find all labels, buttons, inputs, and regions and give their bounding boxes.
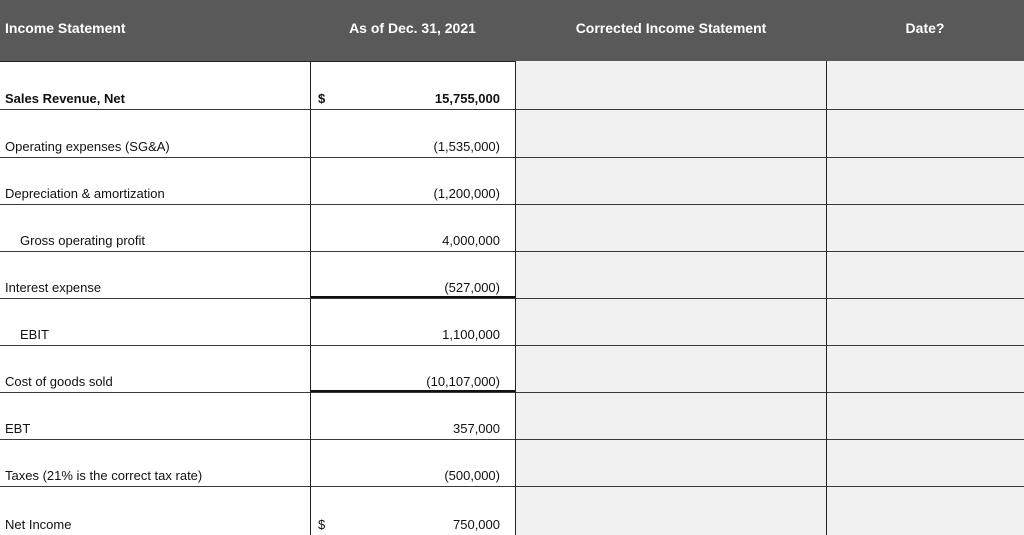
table-row[interactable] — [0, 110, 1024, 158]
header-as-of[interactable]: As of Dec. 31, 2021 — [349, 20, 476, 36]
header-income-statement[interactable]: Income Statement — [5, 20, 126, 36]
row-value: 357,000 — [453, 421, 500, 436]
table-row[interactable] — [0, 62, 1024, 110]
table-row[interactable] — [0, 298, 1024, 346]
row-value: 750,000 — [453, 517, 500, 532]
table-row[interactable] — [0, 251, 1024, 299]
row-label: EBIT — [20, 327, 49, 342]
row-value: 15,755,000 — [434, 91, 500, 106]
row-value: (1,535,000) — [433, 139, 500, 154]
header-corrected-income-statement[interactable]: Corrected Income Statement — [575, 20, 767, 36]
header-row — [0, 0, 1024, 62]
currency-symbol: $ — [318, 517, 326, 532]
row-label: Depreciation & amortization — [5, 186, 165, 201]
row-value: (10,107,000) — [426, 374, 500, 389]
row-value: 1,100,000 — [442, 327, 500, 342]
row-label: Cost of goods sold — [5, 374, 113, 389]
header-date[interactable]: Date? — [905, 20, 945, 36]
row-label: Gross operating profit — [20, 233, 146, 248]
row-value: (500,000) — [444, 468, 500, 483]
currency-symbol: $ — [318, 91, 326, 106]
row-label: EBT — [5, 421, 31, 436]
row-value: 4,000,000 — [442, 233, 500, 248]
row-label: Operating expenses (SG&A) — [5, 139, 170, 154]
row-value: (527,000) — [444, 280, 500, 295]
table-row[interactable] — [0, 486, 1024, 535]
column-divider — [310, 61, 311, 535]
table-row[interactable] — [0, 439, 1024, 487]
row-label: Sales Revenue, Net — [5, 91, 125, 106]
row-label: Interest expense — [5, 280, 102, 295]
table-row[interactable] — [0, 345, 1024, 393]
row-label: Taxes (21% is the correct tax rate) — [5, 468, 203, 483]
column-divider — [515, 61, 516, 535]
row-label: Net Income — [5, 517, 72, 532]
table-row[interactable] — [0, 157, 1024, 205]
table-row[interactable] — [0, 204, 1024, 252]
table-row[interactable] — [0, 392, 1024, 440]
column-divider — [826, 61, 827, 535]
row-value: (1,200,000) — [433, 186, 500, 201]
